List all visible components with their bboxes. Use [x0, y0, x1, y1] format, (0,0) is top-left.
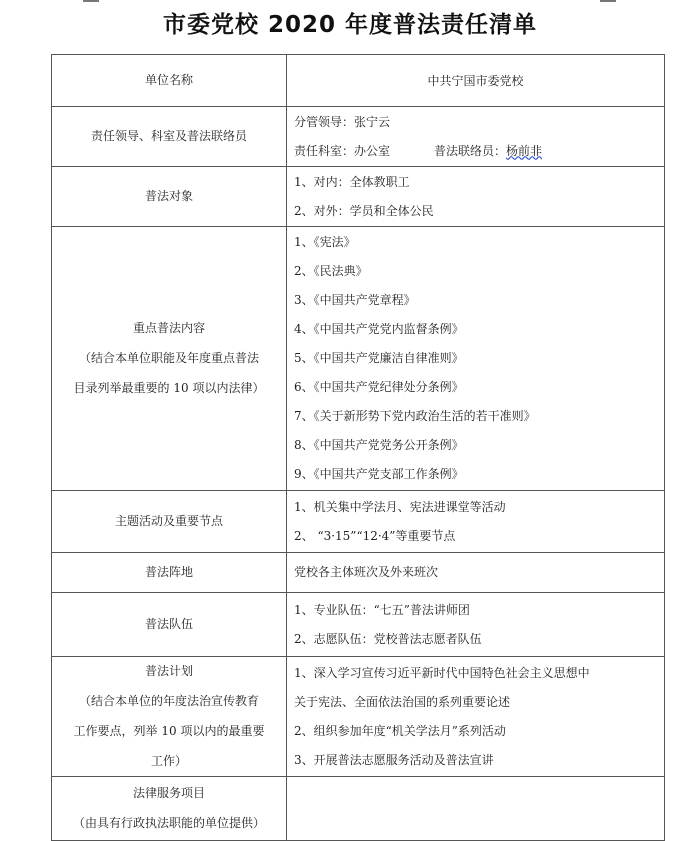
plan-title: 普法计划: [144, 664, 193, 678]
row-label-venue: 普法阵地: [52, 553, 287, 593]
plan-cell: [287, 657, 665, 777]
office-liaison-line: [294, 137, 664, 166]
table-row: [52, 167, 665, 227]
list-item: 2、对外：学员和全体公民: [294, 203, 434, 218]
list-item: 3、开展普法志愿服务活动及普法宣讲: [294, 752, 494, 767]
table-row: [52, 657, 665, 777]
table-row: [52, 553, 665, 593]
legal-service-title: 法律服务项目: [132, 786, 205, 800]
leader-text: 分管领导：张宁云: [294, 114, 391, 129]
document-title: 市委党校 2020 年度普法责任清单: [162, 12, 538, 38]
liaison-name: 杨前非: [506, 143, 543, 158]
legal-service-note: （由具有行政执法职能的单位提供）: [72, 816, 265, 830]
row-label-unit: 单位名称: [52, 55, 287, 107]
list-item: 7、《关于新形势下党内政治生活的若干准则》: [294, 409, 536, 423]
table-row: [52, 491, 665, 553]
responsible-cell: [287, 107, 665, 167]
list-item: 1、机关集中学法月、宪法进课堂等活动: [294, 499, 506, 514]
liaison-prefix: 普法联络员：: [434, 143, 507, 158]
plan-note-2: 工作要点，列举 10 项以内的最重要: [73, 724, 265, 738]
unit-name-text: 中共宁国市委党校: [427, 74, 524, 88]
list-item: 1、深入学习宣传习近平新时代中国特色社会主义思想中: [294, 665, 590, 680]
venue-cell: [287, 553, 665, 593]
corner-mark-left: [83, 0, 99, 2]
activities-cell: [287, 491, 665, 553]
key-content-note-1: （结合本单位职能及年度重点普法: [78, 351, 259, 365]
targets-cell: [287, 167, 665, 227]
list-item: 2、《民法典》: [294, 264, 368, 278]
list-item: 1、对内：全体教职工: [294, 174, 410, 189]
legal-service-cell: [287, 777, 665, 841]
row-label-team: 普法队伍: [52, 593, 287, 657]
venue-text: 党校各主体班次及外来班次: [294, 565, 439, 579]
list-item: 4、《中国共产党党内监督条例》: [294, 322, 464, 336]
list-item: 2、 “3·15”“12·4”等重要节点: [294, 528, 456, 543]
list-item: 3、《中国共产党章程》: [294, 293, 416, 307]
list-item: 关于宪法、全面依法治国的系列重要论述: [294, 694, 511, 709]
table-row: [52, 777, 665, 841]
plan-note-1: （结合本单位的年度法治宣传教育: [78, 694, 259, 708]
row-label-responsible: 责任领导、科室及普法联络员: [52, 107, 287, 167]
unit-name: [287, 55, 665, 107]
table-row: [52, 55, 665, 107]
list-item: 8、《中国共产党党务公开条例》: [294, 438, 464, 452]
key-content-note-2: 目录列举最重要的 10 项以内法律）: [73, 381, 265, 395]
office-text: 责任科室：办公室: [294, 143, 391, 158]
list-item: 9、《中国共产党支部工作条例》: [294, 467, 464, 481]
table-row: [52, 227, 665, 491]
list-item: 6、《中国共产党纪律处分条例》: [294, 380, 464, 394]
row-label-key-content: [52, 227, 287, 491]
list-item: 2、组织参加年度“机关学法月”系列活动: [294, 723, 506, 738]
list-item: 5、《中国共产党廉洁自律准则》: [294, 351, 464, 365]
table-row: [52, 107, 665, 167]
responsibility-table: [51, 54, 665, 841]
key-content-cell: [287, 227, 665, 491]
row-label-targets: 普法对象: [52, 167, 287, 227]
list-item: 2、志愿队伍：党校普法志愿者队伍: [294, 631, 482, 646]
table-row: [52, 593, 665, 657]
row-label-legal-service: [52, 777, 287, 841]
list-item: 1、《宪法》: [294, 235, 356, 249]
corner-mark-right: [600, 0, 616, 2]
row-label-plan: [52, 657, 287, 777]
plan-note-3: 工作）: [150, 754, 187, 768]
row-label-activities: 主题活动及重要节点: [52, 491, 287, 553]
list-item: 1、专业队伍：“七五”普法讲师团: [294, 602, 470, 617]
team-cell: [287, 593, 665, 657]
key-content-title: 重点普法内容: [132, 321, 205, 335]
